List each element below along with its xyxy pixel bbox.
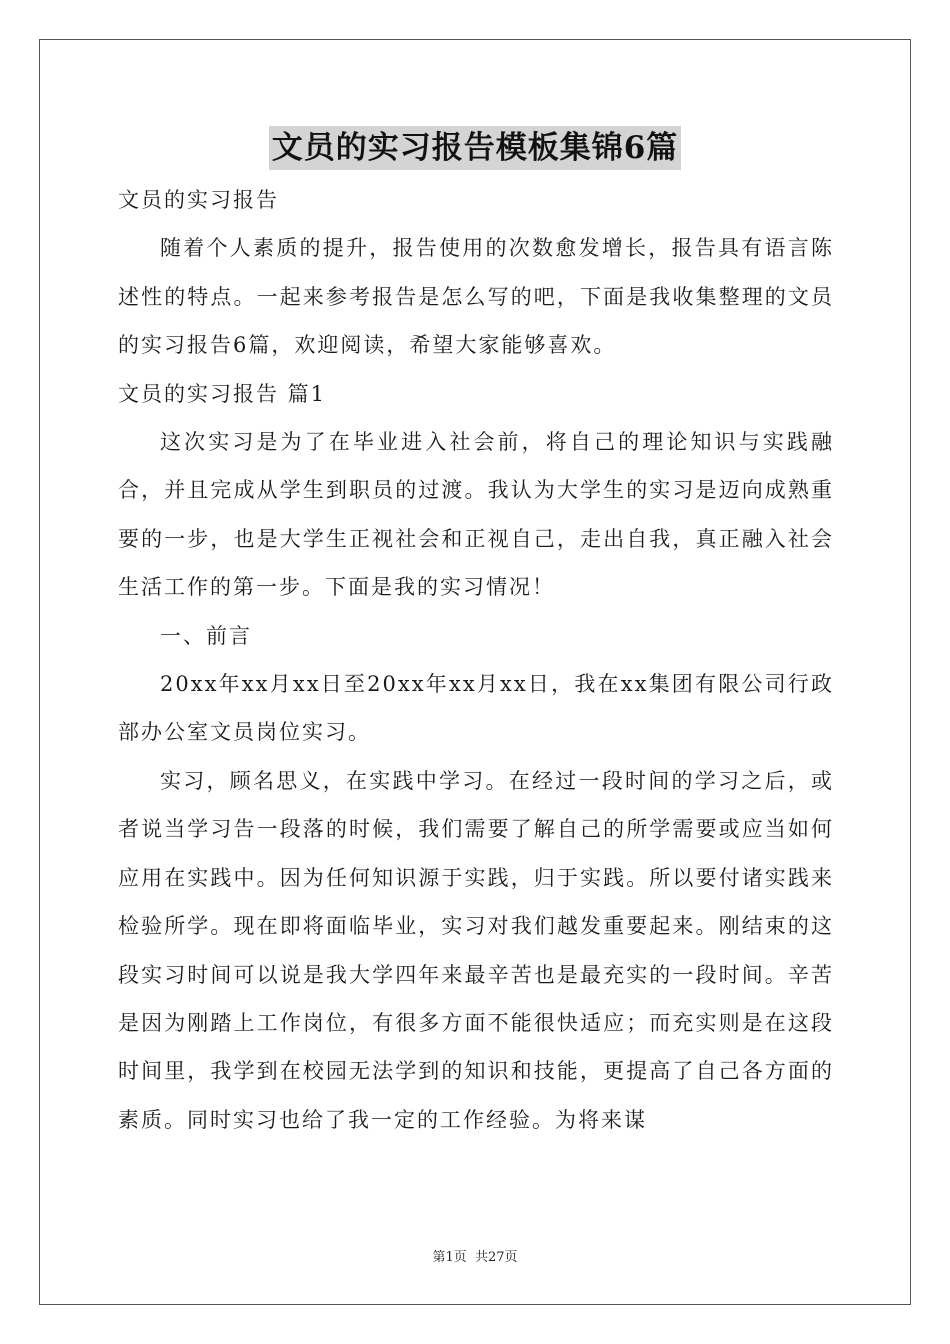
title-container — [0, 126, 950, 170]
page-total: 共27页 — [474, 1250, 518, 1265]
paragraph: 随着个人素质的提升，报告使用的次数愈发增长，报告具有语言陈述性的特点。一起来参考报告是怎么写的吧，下面是我收集整理的文员的实习报告6篇，欢迎阅读，希望大家能够喜欢。 — [118, 236, 834, 358]
paragraph: 20xx年xx月xx日至20xx年xx月xx日，我在xx集团有限公司行政部办公室文员岗位实习。 — [118, 672, 834, 745]
page-number: 第1页 — [432, 1250, 467, 1265]
document-body — [118, 176, 834, 1144]
paragraph: 文员的实习报告 — [118, 188, 279, 212]
paragraph: 实习，顾名思义，在实践中学习。在经过一段时间的学习之后，或者说当学习告一段落的时候，我们需要了解自己的所学需要或应当如何应用在实践中。因为任何知识源于实践，归于实践。所以要付诸实践来检验所学。现在即将面临毕业，实习对我们越发重要起来。刚结束的这段实习时间可以说是我大学四年来最辛苦也是最充实的一段时间。辛苦是因为刚踏上工作岗位，有很多方面不能很快适应；而充实则是在这段时间里，我学到在校园无法学到的知识和技能，更提高了自己各方面的素质。同时实习也给了我一定的工作经验。为将来谋 — [118, 768, 834, 1132]
page-footer — [0, 1246, 950, 1265]
paragraph: 这次实习是为了在毕业进入社会前，将自己的理论知识与实践融合，并且完成从学生到职员的过渡。我认为大学生的实习是迈向成熟重要的一步，也是大学生正视社会和正视自己，走出自我，真正融入社会生活工作的第一步。下面是我的实习情况！ — [118, 430, 834, 600]
paragraph: 文员的实习报告 篇1 — [118, 381, 327, 406]
document-title: 文员的实习报告模板集锦6篇 — [269, 126, 682, 170]
paragraph: 一、前言 — [160, 623, 252, 648]
